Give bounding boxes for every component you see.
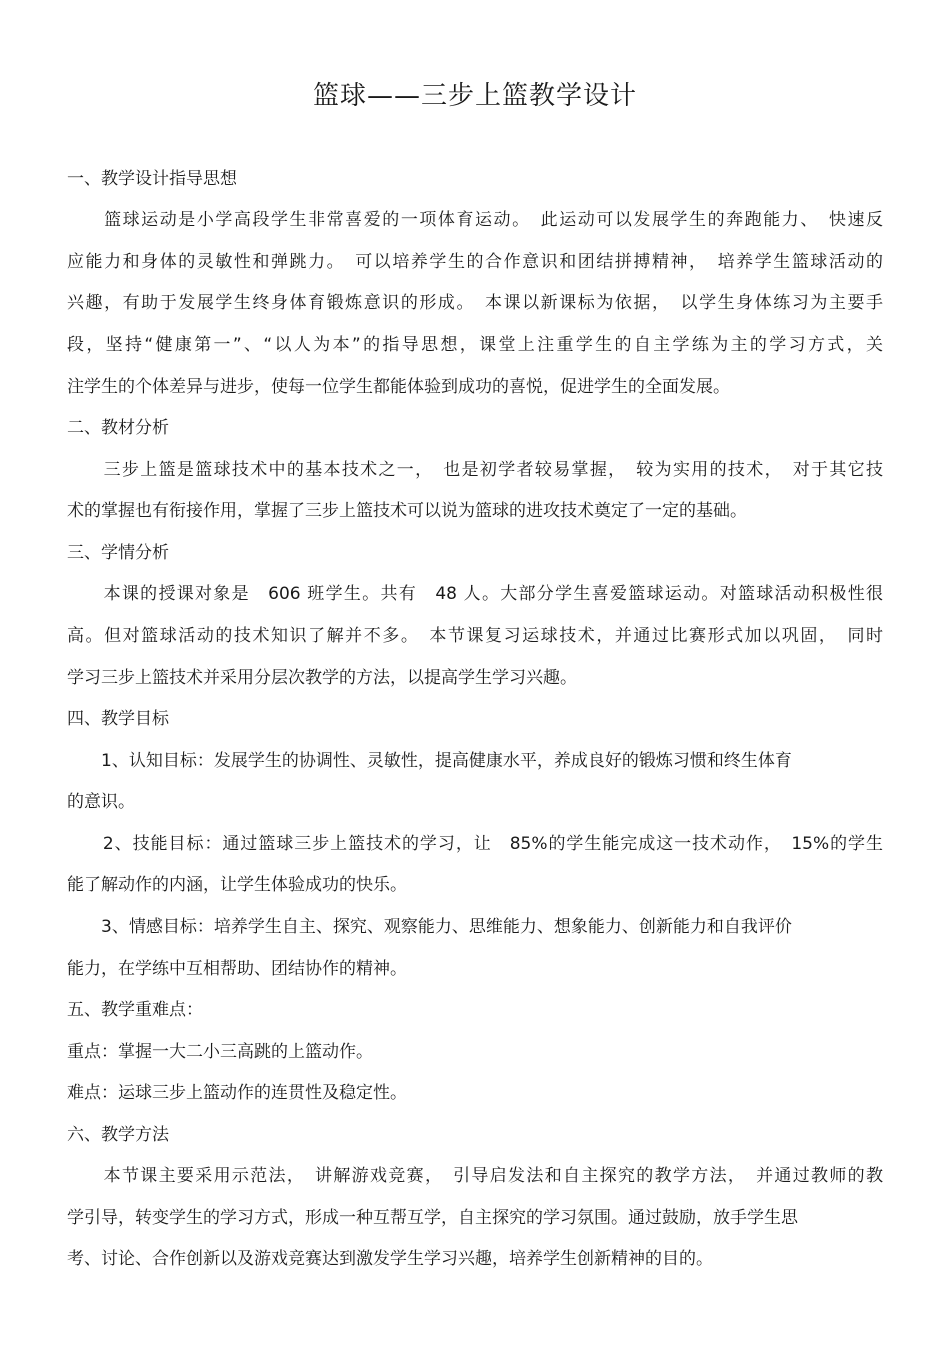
document-title: 篮球——三步上篮教学设计 bbox=[312, 81, 637, 111]
paragraph-line: 注学生的个体差异与进步，使每一位学生都能体验到成功的喜悦，促进学生的全面发展。 bbox=[67, 377, 730, 397]
key-point: 重点：掌握一大二小三高跳的上篮动作。 bbox=[67, 1042, 373, 1062]
paragraph-line: 术的掌握也有衔接作用，掌握了三步上篮技术可以说为篮球的进攻技术奠定了一定的基础。 bbox=[67, 501, 747, 521]
goal-emotional-cont: 能力，在学练中互相帮助、团结协作的精神。 bbox=[67, 959, 407, 979]
section-heading-key-points: 五、教学重难点： bbox=[67, 1000, 203, 1020]
paragraph-line: 本课的授课对象是 606 班学生。共有 48 人。大部分学生喜爱篮球运动。对篮球活动积极性很 bbox=[67, 584, 883, 604]
goal-cognitive-cont: 的意识。 bbox=[67, 792, 135, 812]
paragraph-line: 学引导，转变学生的学习方式，形成一种互帮互学，自主探究的学习氛围。通过鼓励，放手学生思 bbox=[67, 1208, 798, 1228]
section-heading-teaching-goals: 四、教学目标 bbox=[67, 709, 169, 729]
paragraph-line: 考、讨论、合作创新以及游戏竞赛达到激发学生学习兴趣，培养学生创新精神的目的。 bbox=[67, 1249, 713, 1269]
paragraph-line: 本节课主要采用示范法， 讲解游戏竞赛， 引导启发法和自主探究的教学方法， 并通过教师的教 bbox=[67, 1166, 883, 1186]
goal-skill: 2、技能目标：通过篮球三步上篮技术的学习，让 85%的学生能完成这一技术动作， 15%的学生 bbox=[67, 834, 883, 854]
section-heading-material-analysis: 二、教材分析 bbox=[67, 418, 169, 438]
paragraph-line: 段，坚持“健康第一”、“以人为本”的指导思想，课堂上注重学生的自主学练为主的学习方式，关 bbox=[67, 335, 883, 355]
paragraph-line: 兴趣，有助于发展学生终身体育锻炼意识的形成。 本课以新课标为依据， 以学生身体练习为主要手 bbox=[67, 293, 883, 313]
goal-cognitive: 1、认知目标：发展学生的协调性、灵敏性，提高健康水平，养成良好的锻炼习惯和终生体育 bbox=[67, 751, 792, 771]
goal-emotional: 3、情感目标：培养学生自主、探究、观察能力、思维能力、想象能力、创新能力和自我评价 bbox=[67, 917, 792, 937]
section-heading-teaching-methods: 六、教学方法 bbox=[67, 1125, 169, 1145]
goal-skill-cont: 能了解动作的内涵，让学生体验成功的快乐。 bbox=[67, 875, 407, 895]
section-heading-guiding-thought: 一、教学设计指导思想 bbox=[67, 169, 237, 189]
section-heading-student-analysis: 三、学情分析 bbox=[67, 543, 169, 563]
paragraph-line: 应能力和身体的灵敏性和弹跳力。 可以培养学生的合作意识和团结拼搏精神， 培养学生篮球活动的 bbox=[67, 252, 883, 272]
paragraph-line: 高。但对篮球活动的技术知识了解并不多。 本节课复习运球技术，并通过比赛形式加以巩固， 同时 bbox=[67, 626, 883, 646]
paragraph-line: 篮球运动是小学高段学生非常喜爱的一项体育运动。 此运动可以发展学生的奔跑能力、 快速反 bbox=[67, 210, 883, 230]
paragraph-line: 三步上篮是篮球技术中的基本技术之一， 也是初学者较易掌握， 较为实用的技术， 对于其它技 bbox=[67, 460, 883, 480]
difficult-point: 难点：运球三步上篮动作的连贯性及稳定性。 bbox=[67, 1083, 407, 1103]
paragraph-line: 学习三步上篮技术并采用分层次教学的方法，以提高学生学习兴趣。 bbox=[67, 668, 577, 688]
